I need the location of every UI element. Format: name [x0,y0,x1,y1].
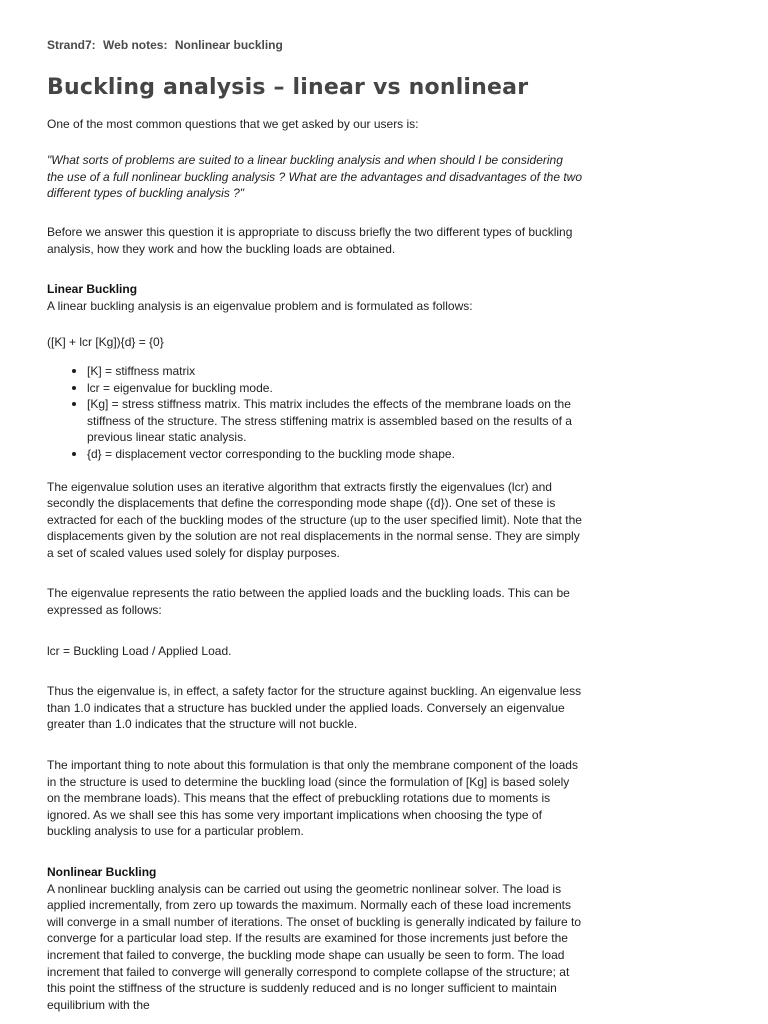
eigenvalue-solution-paragraph: The eigenvalue solution uses an iterative algorithm that extracts firstly the eigenvalues (lcr) and secondly the displacements that define the corresponding mode shape ({d}). One set of these is extracted for each of the buckling modes of the structure (up to the user specified limit). Note that the displacements given by the solution are not real displacements in the normal sense. They are simply a set of scaled values used solely for display purposes. [47,479,582,560]
safety-factor-paragraph: Thus the eigenvalue is, in effect, a safety factor for the structure against buckling. An eigenvalue less than 1.0 indicates that a structure has buckled under the applied loads. Conversely an eigenvalue greater than 1.0 indicates that the structure will not buckle. [47,684,582,732]
list-item: • lcr = eigenvalue for buckling mode. [87,380,582,397]
eigenvalue-ratio-paragraph: The eigenvalue represents the ratio between the applied loads and the buckling loads. This can be expressed as follows: [47,586,570,618]
breadcrumb-item-strand7[interactable]: Strand7: [47,38,96,52]
user-question-quote: "What sorts of problems are suited to a linear buckling analysis and when should I be considering the use of a full nonlinear buckling analysis ? What are the advantages and disadvantages of the two different types of buckling analysis ?" [47,153,583,201]
list-item: • {d} = displacement vector corresponding to the buckling mode shape. [87,446,582,463]
eigenvalue-formula: ([K] + lcr [Kg]){d} = {0} [47,335,164,350]
linear-buckling-heading: Linear Buckling [47,282,138,297]
document-body [47,37,582,1024]
intro-paragraph: One of the most common questions that we get asked by our users is: [47,116,419,131]
nonlinear-paragraph: A nonlinear buckling analysis can be carried out using the geometric nonlinear solver. The load is applied incrementally, from zero up towards the maximum. Normally each of these load increments will converge in a small number of iterations. The onset of buckling is generally indicated by failure to converge for a particular load step. If the results are examined for those increments just before the increment that failed to converge, the buckling mode shape can usually be seen to form. The load increment that failed to converge will generally correspond to complete collapse of the structure; at this point the stiffness of the structure is suddenly reduced and is no longer sufficient to maintain equilibrium with the [47,881,582,1012]
list-item: • [K] = stiffness matrix [87,363,582,380]
breadcrumb-item-web-notes[interactable]: Web notes: [103,38,168,52]
breadcrumb-item-nonlinear-buckling: Nonlinear buckling [174,38,283,52]
before-answer-paragraph: Before we answer this question it is appropriate to discuss briefly the two different types of buckling analysis, how they work and how the buckling loads are obtained. [47,224,573,256]
linear-intro-paragraph: A linear buckling analysis is an eigenvalue problem and is formulated as follows: [47,298,473,313]
formula-terms-list [47,363,582,463]
membrane-component-paragraph: The important thing to note about this formulation is that only the membrane component of the loads in the structure is used to determine the buckling load (since the formulation of [Kg] is based solely on the membrane loads). This means that the effect of prebuckling rotations due to moments is ignored. As we shall see this has some very important implications when choosing the type of buckling analysis to use for a particular problem. [47,758,578,839]
page-title: Buckling analysis – linear vs nonlinear [47,74,529,100]
buckling-load-formula: lcr = Buckling Load / Applied Load. [47,643,232,658]
list-item: • [Kg] = stress stiffness matrix. This matrix includes the effects of the membrane loads on the stiffness of the structure. The stress stiffening matrix is assembled based on the results of a previous linear static analysis. [87,396,582,446]
breadcrumb [47,37,582,54]
nonlinear-buckling-heading: Nonlinear Buckling [47,865,157,879]
